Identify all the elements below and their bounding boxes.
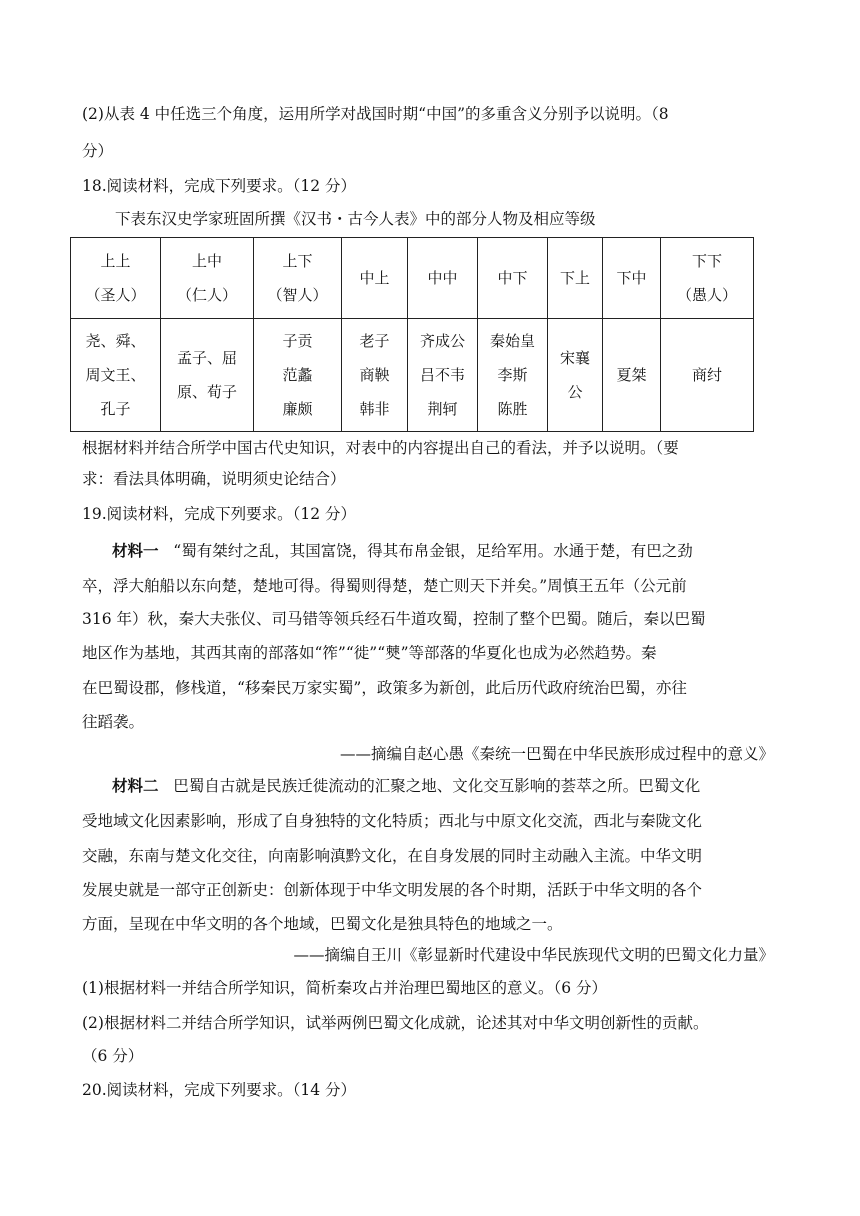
- table-cell: 商纣: [661, 319, 754, 432]
- ranks-table: [70, 237, 754, 432]
- header-cell: 中中: [408, 238, 478, 319]
- header-cell: 上下 （智人）: [254, 238, 342, 319]
- table-row: [71, 319, 754, 432]
- table-cell: 老子 商鞅 韩非: [342, 319, 408, 432]
- material1-text: “蜀有桀纣之乱，其国富饶，得其布帛金银，足给军用。水通于楚，有巴之劲: [173, 542, 693, 560]
- header-cell: 下下 （愚人）: [661, 238, 754, 319]
- header-cell: 下中: [603, 238, 661, 319]
- material2-label: 材料二: [112, 776, 159, 795]
- q19-heading: 19.阅读材料，完成下列要求。（12 分）: [82, 505, 357, 523]
- header-cell: 上上 （圣人）: [71, 238, 161, 319]
- table-cell: 秦始皇 李斯 陈胜: [478, 319, 548, 432]
- q19-part1: (1)根据材料一并结合所学知识，简析秦攻占并治理巴蜀地区的意义。（6 分）: [82, 979, 607, 997]
- material2-text: 巴蜀自古就是民族迁徙流动的汇聚之地、文化交互影响的荟萃之所。巴蜀文化: [173, 777, 701, 795]
- header-cell: 下上: [548, 238, 603, 319]
- table-cell: 尧、舜、 周文王、 孔子: [71, 319, 161, 432]
- q20-heading: 20.阅读材料，完成下列要求。（14 分）: [82, 1081, 357, 1099]
- material1-line: 316 年）秋，秦大夫张仪、司马错等领兵经石牛道攻蜀，控制了整个巴蜀。随后，秦以巴蜀: [82, 610, 706, 628]
- material2-line: 发展史就是一部守正创新史：创新体现于中华文明发展的各个时期，活跃于中华文明的各个: [82, 881, 703, 899]
- material1-line: 地区作为基地，其西其南的部落如“筰”“徙”“僰”等部落的华夏化也成为必然趋势。秦: [82, 644, 657, 662]
- material1-line: 往蹈袭。: [82, 713, 145, 731]
- material1-first-line: [112, 539, 693, 561]
- material2-source: ——摘编自王川《彰显新时代建设中华民族现代文明的巴蜀文化力量》: [293, 946, 774, 964]
- q18-question-line2: 求：看法具体明确，说明须史论结合）: [82, 470, 346, 488]
- table-cell: 孟子、屈 原、荀子: [161, 319, 254, 432]
- material2-line: 受地域文化因素影响，形成了自身独特的文化特质；西北与中原文化交流，西北与秦陇文化: [82, 812, 703, 830]
- table-cell: 宋襄 公: [548, 319, 603, 432]
- q19-part2-line1: (2)根据材料二并结合所学知识，试举两例巴蜀文化成就，论述其对中华文明创新性的贡献。: [82, 1014, 709, 1032]
- table-caption: 下表东汉史学家班固所撰《汉书・古今人表》中的部分人物及相应等级: [115, 210, 596, 228]
- material2-line: 交融，东南与楚文化交往，向南影响滇黔文化，在自身发展的同时主动融入主流。中华文明: [82, 847, 703, 865]
- material1-line: 在巴蜀设郡，修栈道，“移秦民万家实蜀”，政策多为新创，此后历代政府统治巴蜀，亦往: [82, 679, 687, 697]
- q18-heading: 18.阅读材料，完成下列要求。（12 分）: [82, 177, 357, 195]
- header-cell: 上中 （仁人）: [161, 238, 254, 319]
- header-cell: 中下: [478, 238, 548, 319]
- material1-source: ——摘编自赵心愚《秦统一巴蜀在中华民族形成过程中的意义》: [339, 745, 774, 763]
- table-cell: 子贡 范蠡 廉颇: [254, 319, 342, 432]
- table-cell: 夏桀: [603, 319, 661, 432]
- table-cell: 齐成公 吕不韦 荆轲: [408, 319, 478, 432]
- material1-label: 材料一: [112, 541, 159, 560]
- table-header-row: [71, 238, 754, 319]
- material1-line: 卒，浮大舶船以东向楚，楚地可得。得蜀则得楚，楚亡则天下并矣。”周慎王五年（公元前: [82, 577, 687, 595]
- q17-part2-line2: 分）: [82, 142, 114, 160]
- material2-first-line: [112, 774, 700, 796]
- header-cell: 中上: [342, 238, 408, 319]
- q18-question-line1: 根据材料并结合所学中国古代史知识，对表中的内容提出自己的看法，并予以说明。（要: [82, 439, 679, 457]
- q19-part2-line2: （6 分）: [82, 1047, 144, 1065]
- material2-line: 方面，呈现在中华文明的各个地域，巴蜀文化是独具特色的地域之一。: [82, 915, 563, 933]
- q17-part2-line1: (2)从表 4 中任选三个角度，运用所学对战国时期“中国”的多重含义分别予以说明。（8: [82, 105, 669, 123]
